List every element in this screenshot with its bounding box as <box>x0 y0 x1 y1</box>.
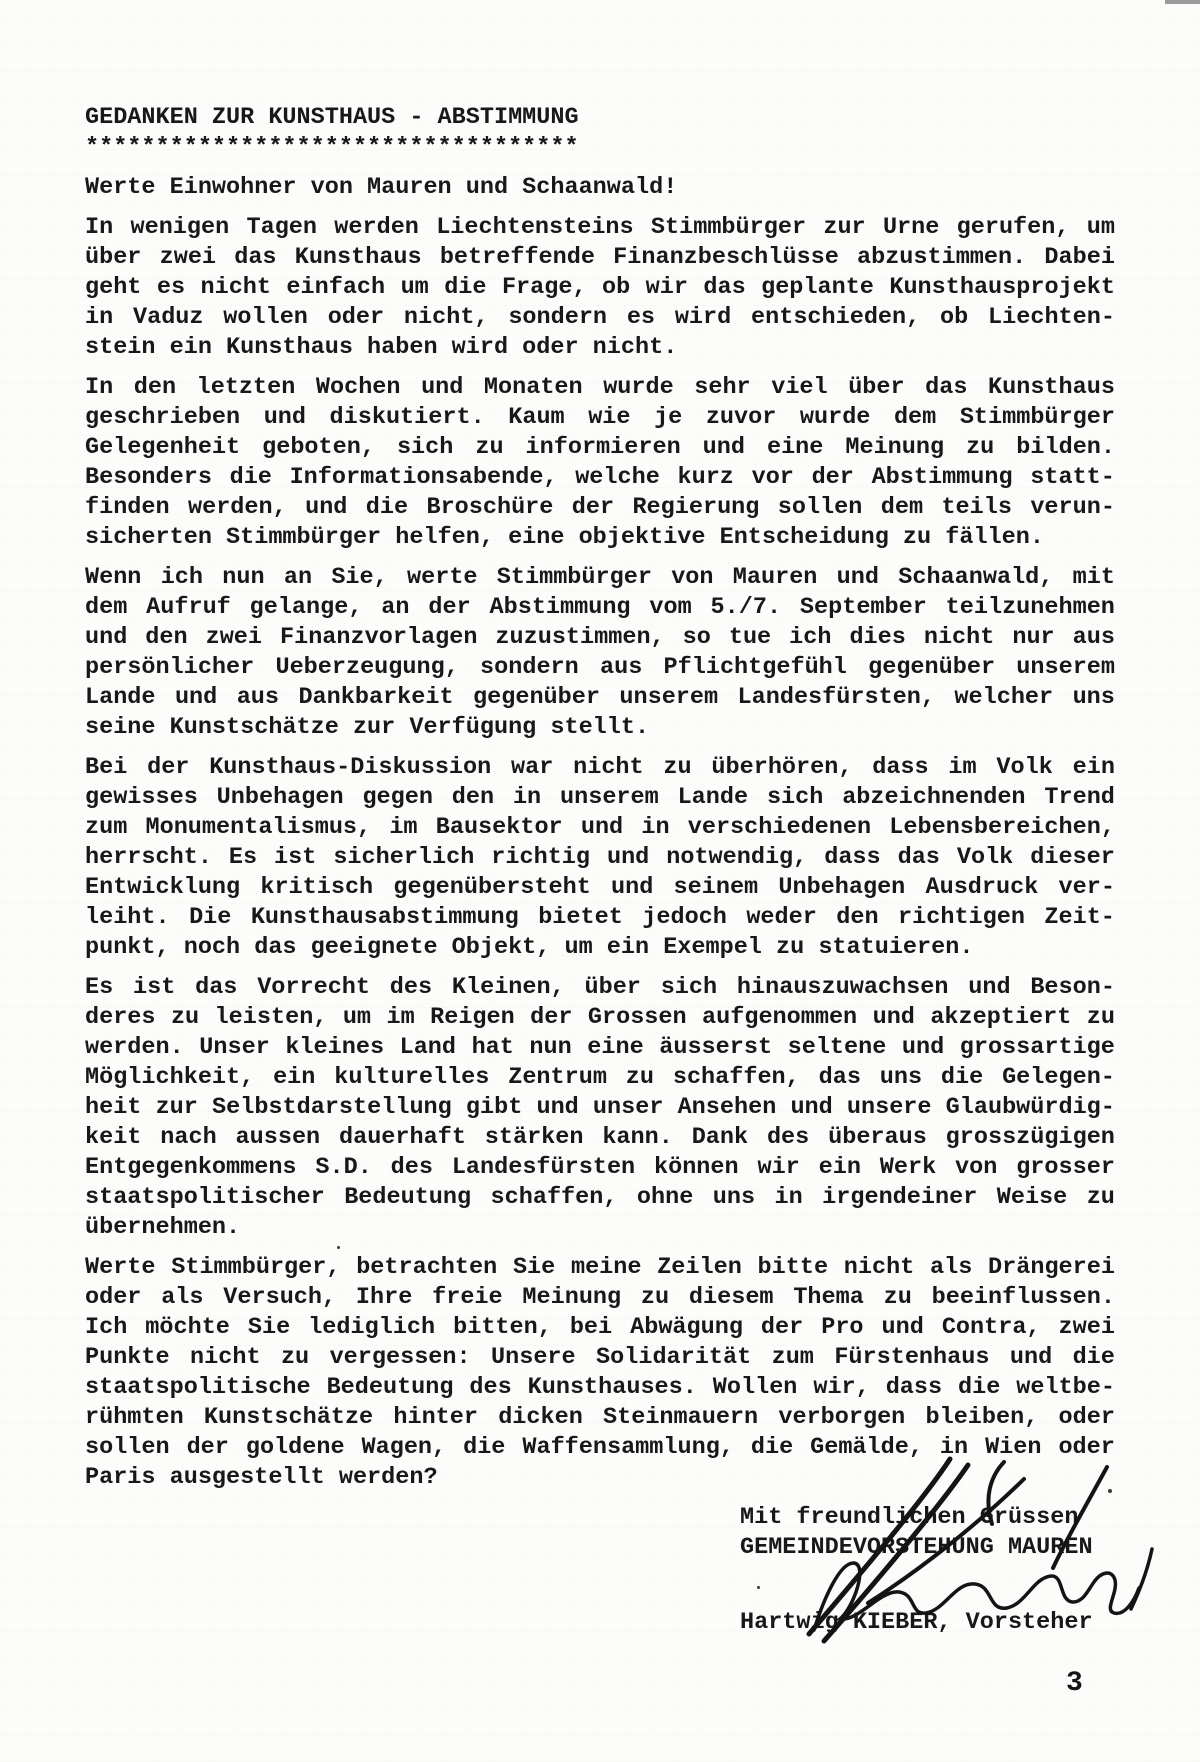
text-line: Ich möchte Sie lediglich bitten, bei Abwägung der Pro und Contra, zwei <box>85 1314 1115 1341</box>
text-line: Bei der Kunsthaus-Diskussion war nicht zu überhören, dass im Volk ein <box>85 754 1115 781</box>
text-line: sicherten Stimmbürger helfen, eine objektive Entscheidung zu fällen. <box>85 524 1044 551</box>
text-line: sollen der goldene Wagen, die Waffensammlung, die Gemälde, in Wien oder <box>85 1434 1115 1461</box>
ink-speck <box>337 1246 340 1249</box>
ink-speck <box>1108 1489 1112 1493</box>
salutation-block <box>85 173 1115 203</box>
ink-speck <box>757 1586 760 1589</box>
text-line: Es ist das Vorrecht des Kleinen, über sich hinauszuwachsen und Beson- <box>85 974 1115 1001</box>
text-line: über zwei das Kunsthaus betreffende Finanzbeschlüsse abzustimmen. Dabei <box>85 244 1115 271</box>
text-line: werden. Unser kleines Land hat nun eine äusserst seltene und grossartige <box>85 1034 1115 1061</box>
text-line: In wenigen Tagen werden Liechtensteins Stimmbürger zur Urne gerufen, um <box>85 214 1115 241</box>
text-line: in Vaduz wollen oder nicht, sondern es wird entschieden, ob Liechten- <box>85 304 1115 331</box>
text-line: Wenn ich nun an Sie, werte Stimmbürger von Mauren und Schaanwald, mit <box>85 564 1115 591</box>
text-line: persönlicher Ueberzeugung, sondern aus Pflichtgefühl gegenüber unserem <box>85 654 1115 681</box>
document-content <box>85 103 1115 1638</box>
scan-artifact <box>1165 0 1200 4</box>
text-line: gewisses Unbehagen gegen den in unserem Lande sich abzeichnenden Trend <box>85 784 1115 811</box>
salutation: Werte Einwohner von Mauren und Schaanwald! <box>85 174 678 201</box>
closing-organization: GEMEINDEVORSTEHUNG MAUREN <box>740 1534 1093 1561</box>
page-number: 3 <box>1066 1668 1083 1699</box>
text-line: In den letzten Wochen und Monaten wurde sehr viel über das Kunsthaus <box>85 374 1115 401</box>
paragraph <box>85 973 1115 1243</box>
closing-signer-name: Hartwig KIEBER, Vorsteher <box>740 1609 1093 1636</box>
text-line: dem Aufruf gelange, an der Abstimmung vom 5./7. September teilzunehmen <box>85 594 1115 621</box>
body-paragraphs <box>85 213 1115 1493</box>
text-line: keit nach aussen dauerhaft stärken kann. Dank des überaus grosszügigen <box>85 1124 1115 1151</box>
text-line: Gelegenheit geboten, sich zu informieren und eine Meinung zu bilden. <box>85 434 1115 461</box>
text-line: Möglichkeit, ein kulturelles Zentrum zu schaffen, das uns die Gelegen- <box>85 1064 1115 1091</box>
text-line: Werte Stimmbürger, betrachten Sie meine Zeilen bitte nicht als Drängerei <box>85 1254 1115 1281</box>
text-line: seine Kunstschätze zur Verfügung stellt. <box>85 714 650 741</box>
text-line: Entwicklung kritisch gegenübersteht und seinem Unbehagen Ausdruck ver- <box>85 874 1115 901</box>
text-line: finden werden, und die Broschüre der Regierung sollen dem teils verun- <box>85 494 1115 521</box>
text-line: leiht. Die Kunsthausabstimmung bietet jedoch weder den richtigen Zeit- <box>85 904 1115 931</box>
closing-greeting: Mit freundlichen Grüssen <box>740 1504 1079 1531</box>
text-line: Paris ausgestellt werden? <box>85 1464 438 1491</box>
text-line: Entgegenkommens S.D. des Landesfürsten können wir ein Werk von grosser <box>85 1154 1115 1181</box>
text-line: staatspolitische Bedeutung des Kunsthauses. Wollen wir, dass die weltbe- <box>85 1374 1115 1401</box>
text-line: Besonders die Informationsabende, welche kurz vor der Abstimmung statt- <box>85 464 1115 491</box>
paragraph <box>85 563 1115 743</box>
text-line: geht es nicht einfach um die Frage, ob wir das geplante Kunsthausprojekt <box>85 274 1115 301</box>
document-header <box>85 103 1115 163</box>
text-line: übernehmen. <box>85 1214 241 1241</box>
text-line: Lande und aus Dankbarkeit gegenüber unserem Landesfürsten, welcher uns <box>85 684 1115 711</box>
title-underline: *********************************** <box>85 134 579 161</box>
text-line: und den zwei Finanzvorlagen zuzustimmen, so tue ich dies nicht nur aus <box>85 624 1115 651</box>
text-line: staatspolitischer Bedeutung schaffen, ohne uns in irgendeiner Weise zu <box>85 1184 1115 1211</box>
text-line: geschrieben und diskutiert. Kaum wie je zuvor wurde dem Stimmbürger <box>85 404 1115 431</box>
text-line: herrscht. Es ist sicherlich richtig und notwendig, dass das Volk dieser <box>85 844 1115 871</box>
text-line: punkt, noch das geeignete Objekt, um ein Exempel zu statuieren. <box>85 934 974 961</box>
text-line: zum Monumentalismus, im Bausektor und in verschiedenen Lebensbereichen, <box>85 814 1115 841</box>
text-line: deres zu leisten, um im Reigen der Grossen aufgenommen und akzeptiert zu <box>85 1004 1115 1031</box>
paragraph <box>85 1253 1115 1493</box>
closing-block <box>740 1503 1115 1638</box>
paragraph <box>85 753 1115 963</box>
paragraph <box>85 213 1115 363</box>
document-title: GEDANKEN ZUR KUNSTHAUS - ABSTIMMUNG <box>85 104 579 131</box>
text-line: heit zur Selbstdarstellung gibt und unser Ansehen und unsere Glaubwürdig- <box>85 1094 1115 1121</box>
text-line: stein ein Kunsthaus haben wird oder nicht. <box>85 334 678 361</box>
text-line: rühmten Kunstschätze hinter dicken Steinmauern verborgen bleiben, oder <box>85 1404 1115 1431</box>
text-line: oder als Versuch, Ihre freie Meinung zu diesem Thema zu beeinflussen. <box>85 1284 1115 1311</box>
text-line: Punkte nicht zu vergessen: Unsere Solidarität zum Fürstenhaus und die <box>85 1344 1115 1371</box>
paragraph <box>85 373 1115 553</box>
